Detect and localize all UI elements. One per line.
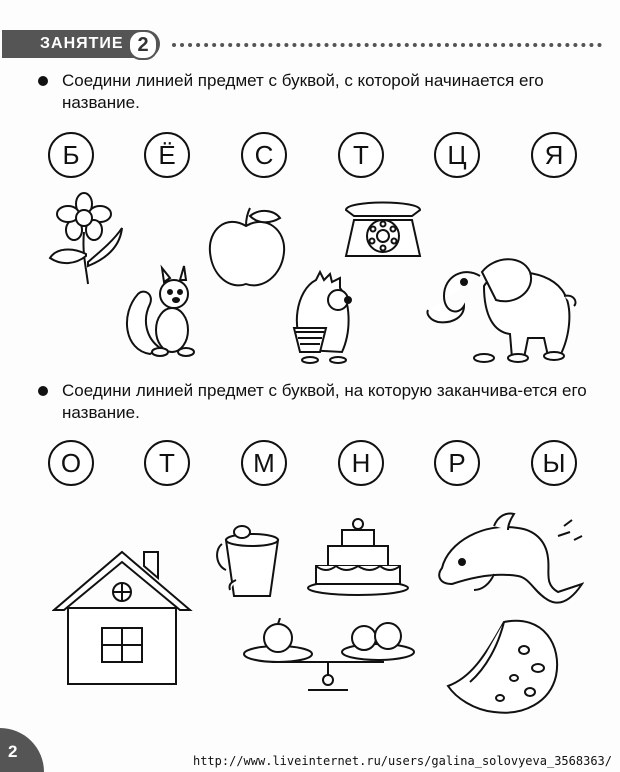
bullet-icon [38,76,48,86]
task-1-instruction [38,70,602,114]
task-2-instruction [38,380,602,424]
cheese-icon[interactable] [444,616,564,716]
house-icon[interactable] [52,548,196,686]
squirrel-icon[interactable] [120,264,208,360]
letter-circle[interactable]: Ы [531,440,577,486]
telephone-icon[interactable] [340,196,426,262]
letter-circle[interactable]: Т [338,132,384,178]
page-footer [0,742,620,772]
letter-circle[interactable]: Б [48,132,94,178]
lesson-header [0,28,620,62]
letter-circle[interactable]: Н [338,440,384,486]
letter-circle[interactable]: Ц [434,132,480,178]
flower-icon[interactable] [42,192,126,286]
hedgehog-icon[interactable] [286,270,368,364]
page-corner [0,728,44,772]
lesson-number: 2 [128,30,158,60]
dolphin-icon[interactable] [434,512,584,612]
scales-icon[interactable] [238,618,420,692]
letter-circle[interactable]: М [241,440,287,486]
page-number: 2 [8,742,18,761]
letter-circle[interactable]: С [241,132,287,178]
letter-circle[interactable]: Т [144,440,190,486]
cake-icon[interactable] [306,516,410,596]
apple-icon[interactable] [206,206,288,290]
lesson-label: ЗАНЯТИЕ [40,35,124,52]
task-2-text: Соедини линией предмет с буквой, на которую заканчива-ется его название. [62,381,587,422]
letter-circle[interactable]: Я [531,132,577,178]
watermark-url: http://www.liveinternet.ru/users/galina_solovyeva_3568363/ [192,754,612,768]
task-1-text: Соедини линией предмет с буквой, с которой начинается его название. [62,71,544,112]
dotted-divider [172,43,602,47]
lesson-tab [2,30,160,58]
letter-circle[interactable]: Ё [144,132,190,178]
bullet-icon [38,386,48,396]
letter-circle[interactable]: Р [434,440,480,486]
elephant-icon[interactable] [424,246,580,370]
letter-circle[interactable]: О [48,440,94,486]
bucket-icon[interactable] [212,520,292,600]
